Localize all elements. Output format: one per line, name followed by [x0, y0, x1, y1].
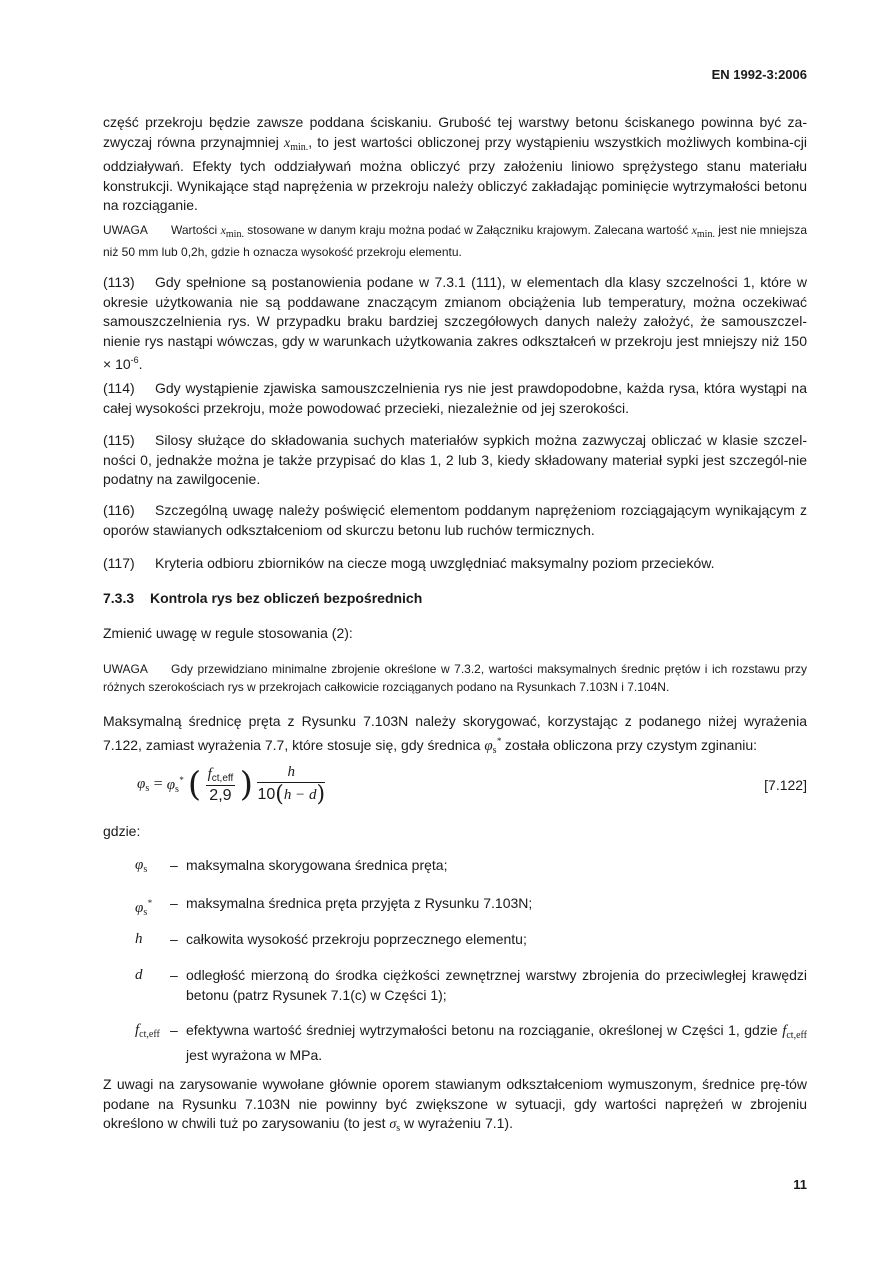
clause-number: (116) [103, 502, 135, 518]
fraction-h: $\frac{h}{10(h - d)}$ [257, 764, 326, 807]
definition-symbol: $f_{ct,eff}$ [135, 1022, 160, 1040]
max-diameter-paragraph: Maksymalną średnicę pręta z Rysunku 7.103N należy skorygować, korzystając z podanego niżej wyrażenia 7.122, zamiast wyrażenia 7.7, które stosuje się, gdy średnica $\varphi_s^*$ została obliczona przy czystym zginaniu: [103, 713, 807, 756]
intro-paragraph [103, 113, 807, 216]
clause-114: (114) Gdy wystąpienie zjawiska samouszczelnienia rys nie jest prawdopodobne, każda rysa, która wystąpi na całej wysokości przekroju, może powodować przecieki, niezależnie od jej szerokości. [103, 380, 807, 416]
x-min-symbol: $x_{min.}$ [691, 223, 715, 240]
where-label: gdzie: [103, 823, 141, 839]
clause-115: (115) Silosy służące do składowania suchych materiałów sypkich można zazwyczaj obliczać w klasie szczel-ności 0, jednakże można je także przypisać do klas 1, 2 lub 3, kiedy składowany materiał sypki jest szczegól-nie podatny na zawilgocenie. [103, 432, 807, 488]
x-min-symbol: $x_{min.}$ [284, 135, 309, 153]
clause-116: (116) Szczególną uwagę należy poświęcić elementom poddanym naprężeniom rozciągającym wynikającym z oporów stawianych odkształceniom od skurczu betonu lub ruchów termicznych. [103, 502, 807, 538]
definition-symbol: h [135, 931, 143, 947]
phi-s-star-symbol: $\varphi_s^*$ [166, 774, 184, 795]
note-label: UWAGA [103, 223, 148, 237]
phi-s-star-symbol: $\varphi_s^*$ [484, 735, 502, 756]
section-title: Kontrola rys bez obliczeń bezpośrednich [150, 590, 423, 606]
right-paren: ) [239, 764, 253, 805]
section-heading [103, 589, 807, 609]
clause-117: (117) Kryteria odbioru zbiorników na ciecze mogą uwzględniać maksymalny poziom przecieków. [103, 554, 807, 574]
note-label: UWAGA [103, 662, 148, 676]
clause-number: (115) [103, 432, 135, 448]
x-min-symbol: $x_{min.}$ [220, 223, 244, 240]
document-page: EN 1992-3:2006 część przekroju będzie zawsze poddana ściskaniu. Grubość tej warstwy betonu ściskanego powinna być za-zwyczaj równa przynajmniej $x_{min.}$, to jest wartości obliczonej przy wystąpieniu wszystkich możliwych kombina-cji oddziaływań. Efekty tych oddziaływań można obliczyć przy założeniu liniowo sprężystego stanu materiału konstrukcji. Wynikające stąd naprężenia w przekroju należy obliczyć zakładając pominięcie wytrzymałości betonu na rozciąganie. UWAGA Wartości $x_{min.}$ stosowane w danym kraju można podać w Załączniku krajowym. Zalecana wartość $x_{min.}$ jest nie mniejsza niż 50 mm lub 0,2h, gdzie h oznacza wysokość przekroju elementu. (113) Gdy spełnione są postanowienia podane w 7.3.1 (111), w elementach dla klasy szczelności 1, które w okresie użytkowania nie są poddawane znaczącym zmianom obciążenia lub temperatury, można oczekiwać samouszczelnienia rys. W przypadku braku bardziej szczegółowych danych należy założyć, że samouszczel-nienie rys nastąpi wówczas, gdy w warunkach użytkowania zakres odkształceń w przekroju jest mniejszy niż $150 \times 10^{-6}$. (114) Gdy wystąpienie zjawiska samouszczelnienia rys nie jest prawdopodobne, każda rysa, która wystąpi na całej wysokości przekroju, może powodować przecieki, niezależnie od jej szerokości. (115) Silosy służące do składowania suchych materiałów sypkich można zazwyczaj obliczać w klasie szczel-ności 0, jednakże można je także przypisać do klas 1, 2 lub 3, kiedy składowany materiał sypki jest szczegól-nie podatny na zawilgocenie. (116) Szczególną uwagę należy poświęcić elementom poddanym naprężeniom rozciągającym wynikającym z oporów stawianych odkształceniom od skurczu betonu lub ruchów termicznych. (117) Kryteria odbioru zbiorników na ciecze mogą uwzględniać maksymalny poziom przecieków. 7.3.3 Kontrola rys bez obliczeń bezpośrednich Zmienić uwagę w regule stosowania (2): UWAGA Gdy przewidziano minimalne zbrojenie określone w 7.3.2, wartości maksymalnych średnic prętów i ich rozstawu przy różnych szerokościach rys w przekrojach całkowicie rozciąganych podano na Rysunkach 7.103N i 7.104N. Maksymalną średnicę pręta z Rysunku 7.103N należy skorygować, korzystając z podanego niżej wyrażenia 7.122, zamiast wyrażenia 7.7, które stosuje się, gdy średnica $\varphi_s^*$ została obliczona przy czystym zginaniu: $\varphi_s = \varphi_s^*$ ( $\frac{f_{ct,eff}}{2,9}$ ) $\frac{h}{10(h - d)}$ [7.122] gdzie: $\varphi_s$ – maksymalna skorygowana średnica pręta; $\varphi_s^*$ – maksymalna średnica pręta przyjęta z Rysunku 7.103N; h – całkowita wysokość przekroju poprzecznego elementu; d – odległość mierzoną do środka ciężkości zewnętrznej warstwy zbrojenia do przeciwległej krawędzi betonu (patrz Rysunek 7.1(c) w Części 1); $f_{ct,eff}$ – efektywna wartość średniej wytrzymałości betonu na rozciąganie, określonej w Części 1, gdzie $f_{ct,eff}$ jest wyrażona w MPa. Z uwagi na zarysowanie wywołane głównie oporem stawianym odkształceniom wymuszonym, średnice prę-tów podane na Rysunku 7.103N nie powinny być zwiększone w sytuacji, gdy wartości naprężeń w zbrojeniu określono w chwili tuż po zarysowaniu (to jest $\sigma_s$ w wyrażeniu 7.1). 11 [0, 0, 893, 1263]
equation-number: [7.122] [764, 777, 807, 793]
standard-header: EN 1992-3:2006 [711, 67, 807, 82]
sigma-s-symbol: $\sigma_s$ [389, 1117, 401, 1135]
page-number: 11 [793, 1177, 807, 1192]
fraction-fct: $\frac{f_{ct,eff}}{2,9}$ [207, 765, 234, 804]
formula-7-122: $\varphi_s = \varphi_s^*$ ( $\frac{f_{ct,eff}}{2,9}$ ) $\frac{h}{10(h - d)}$ [137, 764, 326, 807]
clause-number: (113) [103, 274, 135, 290]
definition-symbol: $\varphi_s$ [135, 857, 148, 875]
definition-symbol: $\varphi_s^*$ [135, 898, 152, 918]
note-reinforcement: UWAGA Gdy przewidziano minimalne zbrojenie określone w 7.3.2, wartości maksymalnych średnic prętów i ich rozstawu przy różnych szerokościach rys w przekrojach całkowicie rozciąganych podano na Rysunkach 7.103N i 7.104N. [103, 662, 807, 694]
clause-number: (114) [103, 380, 135, 396]
note-xmin: UWAGA Wartości $x_{min.}$ stosowane w danym kraju można podać w Załączniku krajowym. Zalecana wartość $x_{min.}$ jest nie mniejsza niż 50 mm lub 0,2h, gdzie h oznacza wysokość przekroju elementu. [103, 223, 808, 259]
change-note: Zmienić uwagę w regule stosowania (2): [103, 625, 353, 641]
intro-text-a: część przekroju będzie zawsze poddana ściskaniu. Grubość tej warstwy betonu ściskanego powinna być za-zwyczaj równa przynajmniej [103, 114, 807, 150]
phi-s-symbol: $\varphi_s$ [137, 775, 150, 794]
section-number: 7.3.3 [103, 590, 135, 606]
definition-symbol: d [135, 967, 143, 983]
clause-number: (117) [103, 555, 135, 571]
closing-paragraph: Z uwagi na zarysowanie wywołane głównie oporem stawianym odkształceniom wymuszonym, średnice prę-tów podane na Rysunku 7.103N nie powinny być zwiększone w sytuacji, gdy wartości naprężeń w zbrojeniu określono w chwili tuż po zarysowaniu (to jest $\sigma_s$ w wyrażeniu 7.1). [103, 1076, 807, 1135]
intro-text-b: , to jest wartości obliczonej przy wystąpieniu wszystkich możliwych kombina-cji oddziaływań. Efekty tych oddziaływań można obliczyć przy założeniu liniowo sprężystego stanu materiału konstrukcji. Wynikające stąd naprężenia w przekroju należy obliczyć zakładając pominięcie wytrzymałości betonu na rozciąganie. [103, 133, 807, 214]
left-paren: ( [187, 764, 202, 805]
clause-113: (113) Gdy spełnione są postanowienia podane w 7.3.1 (111), w elementach dla klasy szczelności 1, które w okresie użytkowania nie są poddawane znaczącym zmianom obciążenia lub temperatury, można oczekiwać samouszczelnienia rys. W przypadku braku bardziej szczegółowych danych należy założyć, że samouszczel-nienie rys nastąpi wówczas, gdy w warunkach użytkowania zakres odkształceń w przekroju jest mniejszy niż $150 \times 10^{-6}$. [103, 274, 807, 373]
